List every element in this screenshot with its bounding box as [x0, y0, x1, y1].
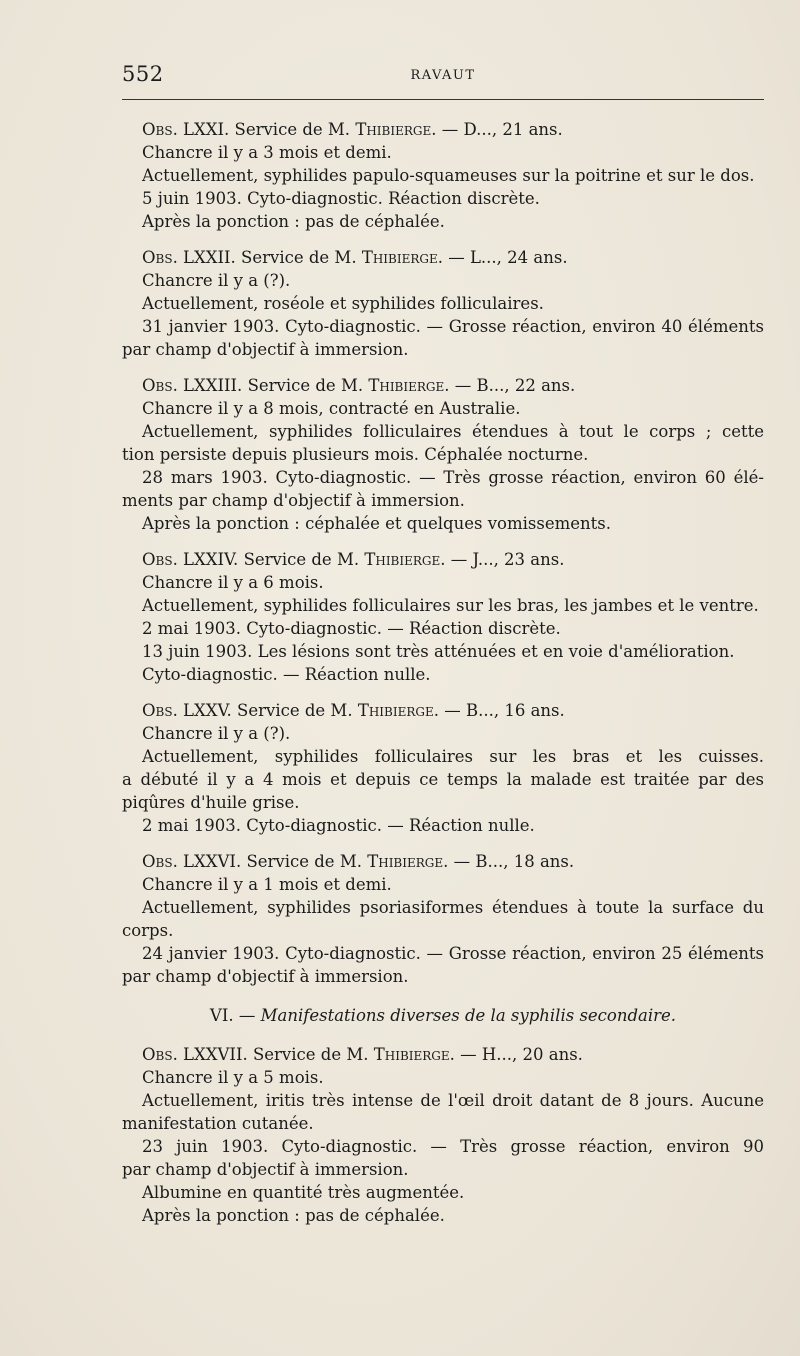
section-heading [122, 1004, 764, 1027]
observation-service: Service de M. [237, 701, 353, 720]
observation-doctor: Thibierge. [364, 550, 446, 569]
observation-line: Chancre il y a 6 mois. [142, 573, 324, 592]
observation-patient: — B..., 22 ans. [454, 376, 576, 395]
observation-line: 5 juin 1903. Cyto-diagnostic. Réaction discrète. [142, 189, 540, 208]
observation-label: Obs. LXXVI. [142, 852, 242, 871]
observation [122, 118, 764, 233]
observation-heading [122, 548, 764, 571]
observation-line: tion persiste depuis plusieurs mois. Céphalée nocturne. [122, 445, 589, 464]
observation-line: piqûres d'huile grise. [122, 793, 300, 812]
observation-line: Actuellement, roséole et syphilides folliculaires. [142, 294, 544, 313]
observation-patient: — B..., 16 ans. [444, 701, 565, 720]
observation-doctor: Thibierge. [367, 852, 449, 871]
observation-patient: — J..., 23 ans. [450, 550, 565, 569]
observation-line: a débuté il y a 4 mois et depuis ce temps la malade est traitée par des [122, 770, 764, 789]
observation [122, 1043, 764, 1227]
observation-patient: — B..., 18 ans. [453, 852, 575, 871]
observation-label: Obs. LXXII. [142, 248, 236, 267]
observation-doctor: Thibierge. [368, 376, 450, 395]
observation-line: corps. [122, 921, 174, 940]
observation-line: Actuellement, syphilides folliculaires étendues à tout le corps ; cette [142, 422, 764, 441]
observation-patient: — H..., 20 ans. [460, 1045, 583, 1064]
observation-line: par champ d'objectif à immersion. [122, 967, 409, 986]
observation-label: Obs. LXXV. [142, 701, 232, 720]
observation-line: Chancre il y a (?). [142, 271, 291, 290]
observation-line: Actuellement, syphilides psoriasiformes étendues à toute la surface du [142, 898, 764, 917]
observation-line: 13 juin 1903. Les lésions sont très atténuées et en voie d'amélioration. [142, 642, 735, 661]
observation-line: 2 mai 1903. Cyto-diagnostic. — Réaction discrète. [142, 619, 561, 638]
observation-service: Service de M. [234, 120, 351, 139]
page-number: 552 [122, 62, 164, 86]
observation-line: ments par champ d'objectif à immersion. [122, 491, 465, 510]
header-rule [122, 99, 764, 100]
observation-doctor: Thibierge. [355, 120, 437, 139]
observation [122, 699, 764, 837]
observation-label: Obs. LXXIII. [142, 376, 243, 395]
observation-service: Service de M. [243, 550, 360, 569]
observation-line: Cyto-diagnostic. — Réaction nulle. [142, 665, 431, 684]
observation-doctor: Thibierge. [361, 248, 443, 267]
observation-heading [122, 699, 764, 722]
observation-service: Service de M. [247, 376, 364, 395]
observation-doctor: Thibierge. [373, 1045, 455, 1064]
observation-line: 28 mars 1903. Cyto-diagnostic. — Très grosse réaction, environ 60 élé- [142, 468, 764, 487]
observation-line: Actuellement, syphilides folliculaires sur les bras, les jambes et le ventre. [142, 596, 759, 615]
observation-patient: — L..., 24 ans. [448, 248, 568, 267]
observation-line: Après la ponction : pas de céphalée. [142, 1206, 445, 1225]
observation-line: Actuellement, syphilides papulo-squameuses sur la poitrine et sur le dos. [142, 166, 755, 185]
observation-heading [122, 374, 764, 397]
observation-heading [122, 1043, 764, 1066]
observation-line: 23 juin 1903. Cyto-diagnostic. — Très grosse réaction, environ 90 [142, 1137, 764, 1156]
page-body [122, 118, 764, 1240]
observation [122, 374, 764, 535]
observation-service: Service de M. [252, 1045, 369, 1064]
observation-label: Obs. LXXIV. [142, 550, 239, 569]
observation-line: Chancre il y a 5 mois. [142, 1068, 324, 1087]
observation-line: 24 janvier 1903. Cyto-diagnostic. — Grosse réaction, environ 25 éléments [142, 944, 764, 963]
observation-line: Chancre il y a 3 mois et demi. [142, 143, 392, 162]
observation [122, 850, 764, 988]
observation-line: Après la ponction : céphalée et quelques vomissements. [142, 514, 611, 533]
observation-line: par champ d'objectif à immersion. [122, 1160, 409, 1179]
page-header [122, 62, 764, 100]
observations-part-1 [122, 118, 764, 988]
observation-label: Obs. LXXI. [142, 120, 230, 139]
observation-doctor: Thibierge. [357, 701, 439, 720]
observation-line: 31 janvier 1903. Cyto-diagnostic. — Grosse réaction, environ 40 éléments [142, 317, 764, 336]
observations-part-2 [122, 1043, 764, 1227]
observation-heading [122, 118, 764, 141]
observation-line: Actuellement, syphilides folliculaires sur les bras et les cuisses. [142, 747, 764, 766]
observation-line: Chancre il y a (?). [142, 724, 291, 743]
observation-heading [122, 850, 764, 873]
observation-service: Service de M. [246, 852, 362, 871]
observation-label: Obs. LXXVII. [142, 1045, 248, 1064]
observation-patient: — D..., 21 ans. [441, 120, 563, 139]
section-title: Manifestations diverses de la syphilis secondaire. [260, 1006, 677, 1025]
running-head: RAVAUT [410, 68, 476, 83]
observation-line: Après la ponction : pas de céphalée. [142, 212, 445, 231]
observation-line: Chancre il y a 8 mois, contracté en Australie. [142, 399, 521, 418]
observation-heading [122, 246, 764, 269]
section-number: VI. — [209, 1006, 256, 1025]
observation-line: Actuellement, iritis très intense de l'œil droit datant de 8 jours. Aucune [142, 1091, 764, 1110]
observation-line: 2 mai 1903. Cyto-diagnostic. — Réaction nulle. [142, 816, 535, 835]
observation [122, 548, 764, 686]
observation-line: Albumine en quantité très augmentée. [142, 1183, 465, 1202]
observation-service: Service de M. [241, 248, 357, 267]
observation [122, 246, 764, 361]
observation-line: par champ d'objectif à immersion. [122, 340, 409, 359]
observation-line: Chancre il y a 1 mois et demi. [142, 875, 392, 894]
observation-line: manifestation cutanée. [122, 1114, 314, 1133]
